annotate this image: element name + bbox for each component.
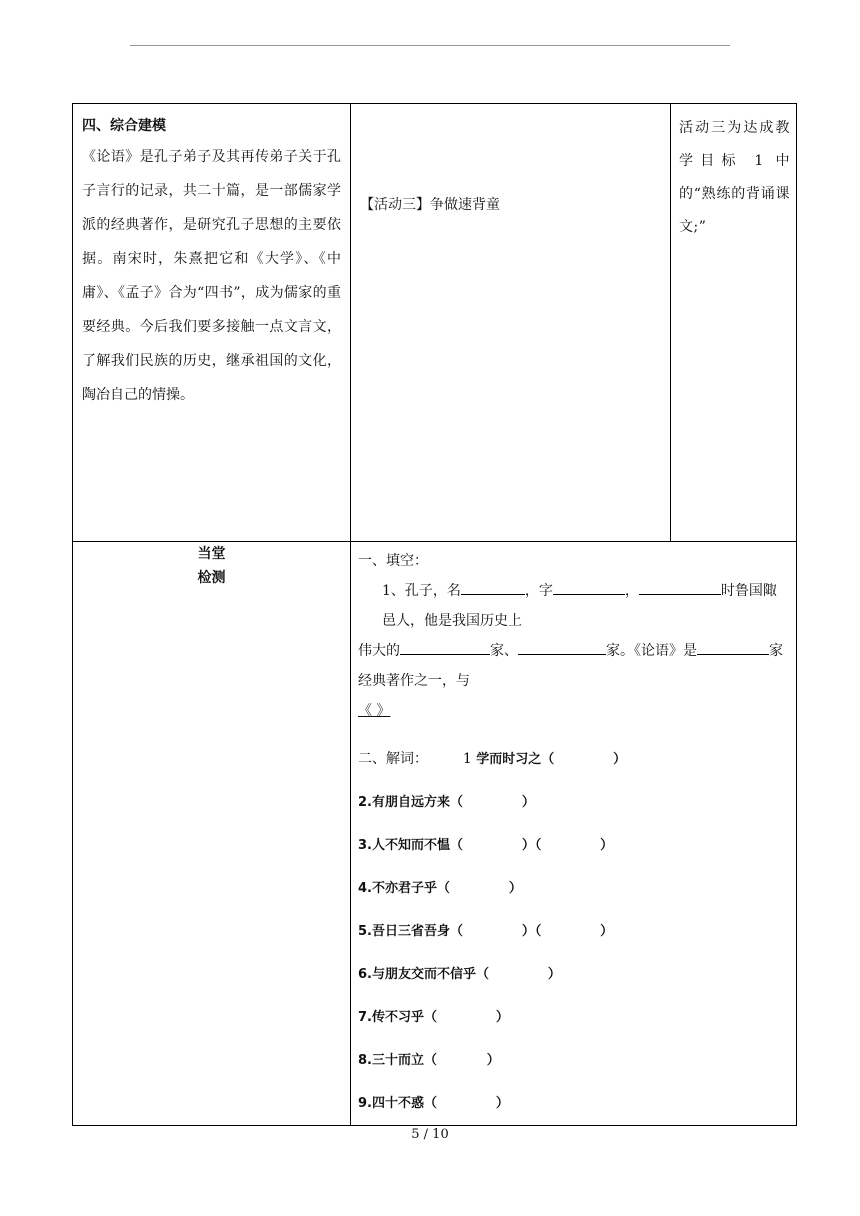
in-class-check-label-cell xyxy=(73,542,351,1126)
section-title: 四、综合建模 xyxy=(82,118,166,134)
vocab-q2[interactable]: 2.有朋自远方来（ ） xyxy=(358,795,535,810)
header-rule xyxy=(130,45,730,46)
blank-line[interactable] xyxy=(639,576,721,595)
fill-blank-title: 一、填空： xyxy=(358,553,428,569)
modeling-cell xyxy=(73,104,351,542)
vocab-q4[interactable]: 4.不亦君子乎（ ） xyxy=(358,881,522,896)
vocab-q6[interactable]: 6.与朋友交而不信乎（ ） xyxy=(358,967,561,982)
blank-line[interactable] xyxy=(518,636,606,655)
vocab-title-line xyxy=(358,738,788,781)
in-class-check-label xyxy=(198,542,226,590)
vocab-q5[interactable]: 5.吾日三省吾身（ ）（ ） xyxy=(358,924,614,939)
activity-cell xyxy=(351,104,671,542)
lesson-table xyxy=(72,103,797,1126)
in-class-check-row xyxy=(73,542,797,1126)
fill-text: ，字 xyxy=(524,583,553,599)
blank-line[interactable] xyxy=(697,636,769,655)
vocab-q8[interactable]: 8.三十而立（ ） xyxy=(358,1053,500,1068)
analects-intro-text: 《论语》是孔子弟子及其再传弟子关于孔子言行的记录，共二十篇，是一部儒家学派的经典著作，是研究孔子思想的主要依据。南宋时，朱熹把它和《大学》、《中庸》、《孟子》合为“四书”，成为儒家的重要经典。今后我们要多接触一点文言文，了解我们民族的历史，继承祖国的文化，陶冶自己的情操。 xyxy=(82,149,341,403)
vocab-section-title: 二、解词： xyxy=(358,751,428,767)
fill-blank-line-3[interactable]: 《 》 xyxy=(358,703,391,719)
fill-text: 家经典著作之一，与 xyxy=(358,643,783,689)
blank-line[interactable] xyxy=(553,576,625,595)
activity-three-text: 【活动三】争做速背童 xyxy=(360,197,500,213)
vocab-q9[interactable]: 9.四十不惑（ ） xyxy=(358,1096,509,1111)
fill-text: ， xyxy=(624,583,639,599)
vocab-q7[interactable]: 7.传不习乎（ ） xyxy=(358,1010,509,1025)
fill-text: 时鲁国陬邑人，他是我国历史上 xyxy=(382,583,777,629)
fill-text: 1、孔子，名 xyxy=(382,583,461,599)
exercise-cell xyxy=(351,542,797,1126)
fill-blank-line-2 xyxy=(358,636,788,696)
design-intent-cell xyxy=(671,104,797,542)
fill-text: 家、 xyxy=(490,643,518,659)
vocab-q1[interactable]: 学而时习之（ ） xyxy=(476,752,627,767)
vocab-q3[interactable]: 3.人不知而不愠（ ）（ ） xyxy=(358,838,614,853)
blank-line[interactable] xyxy=(461,576,525,595)
label-line-2: 检测 xyxy=(197,570,226,586)
label-line-1: 当堂 xyxy=(197,546,226,562)
page-number: 5 / 10 xyxy=(411,1127,449,1142)
fill-text: 家。《论语》是 xyxy=(606,643,697,659)
blank-line[interactable] xyxy=(400,636,490,655)
comprehensive-modeling-row xyxy=(73,104,797,542)
fill-blank-line-1 xyxy=(358,576,788,636)
design-intent-text: 活动三为达成教学目标 1 中的“熟练的背诵课文;” xyxy=(679,120,790,235)
fill-text: 伟大的 xyxy=(358,643,400,659)
vocab-q1-number: 1 xyxy=(462,751,472,767)
